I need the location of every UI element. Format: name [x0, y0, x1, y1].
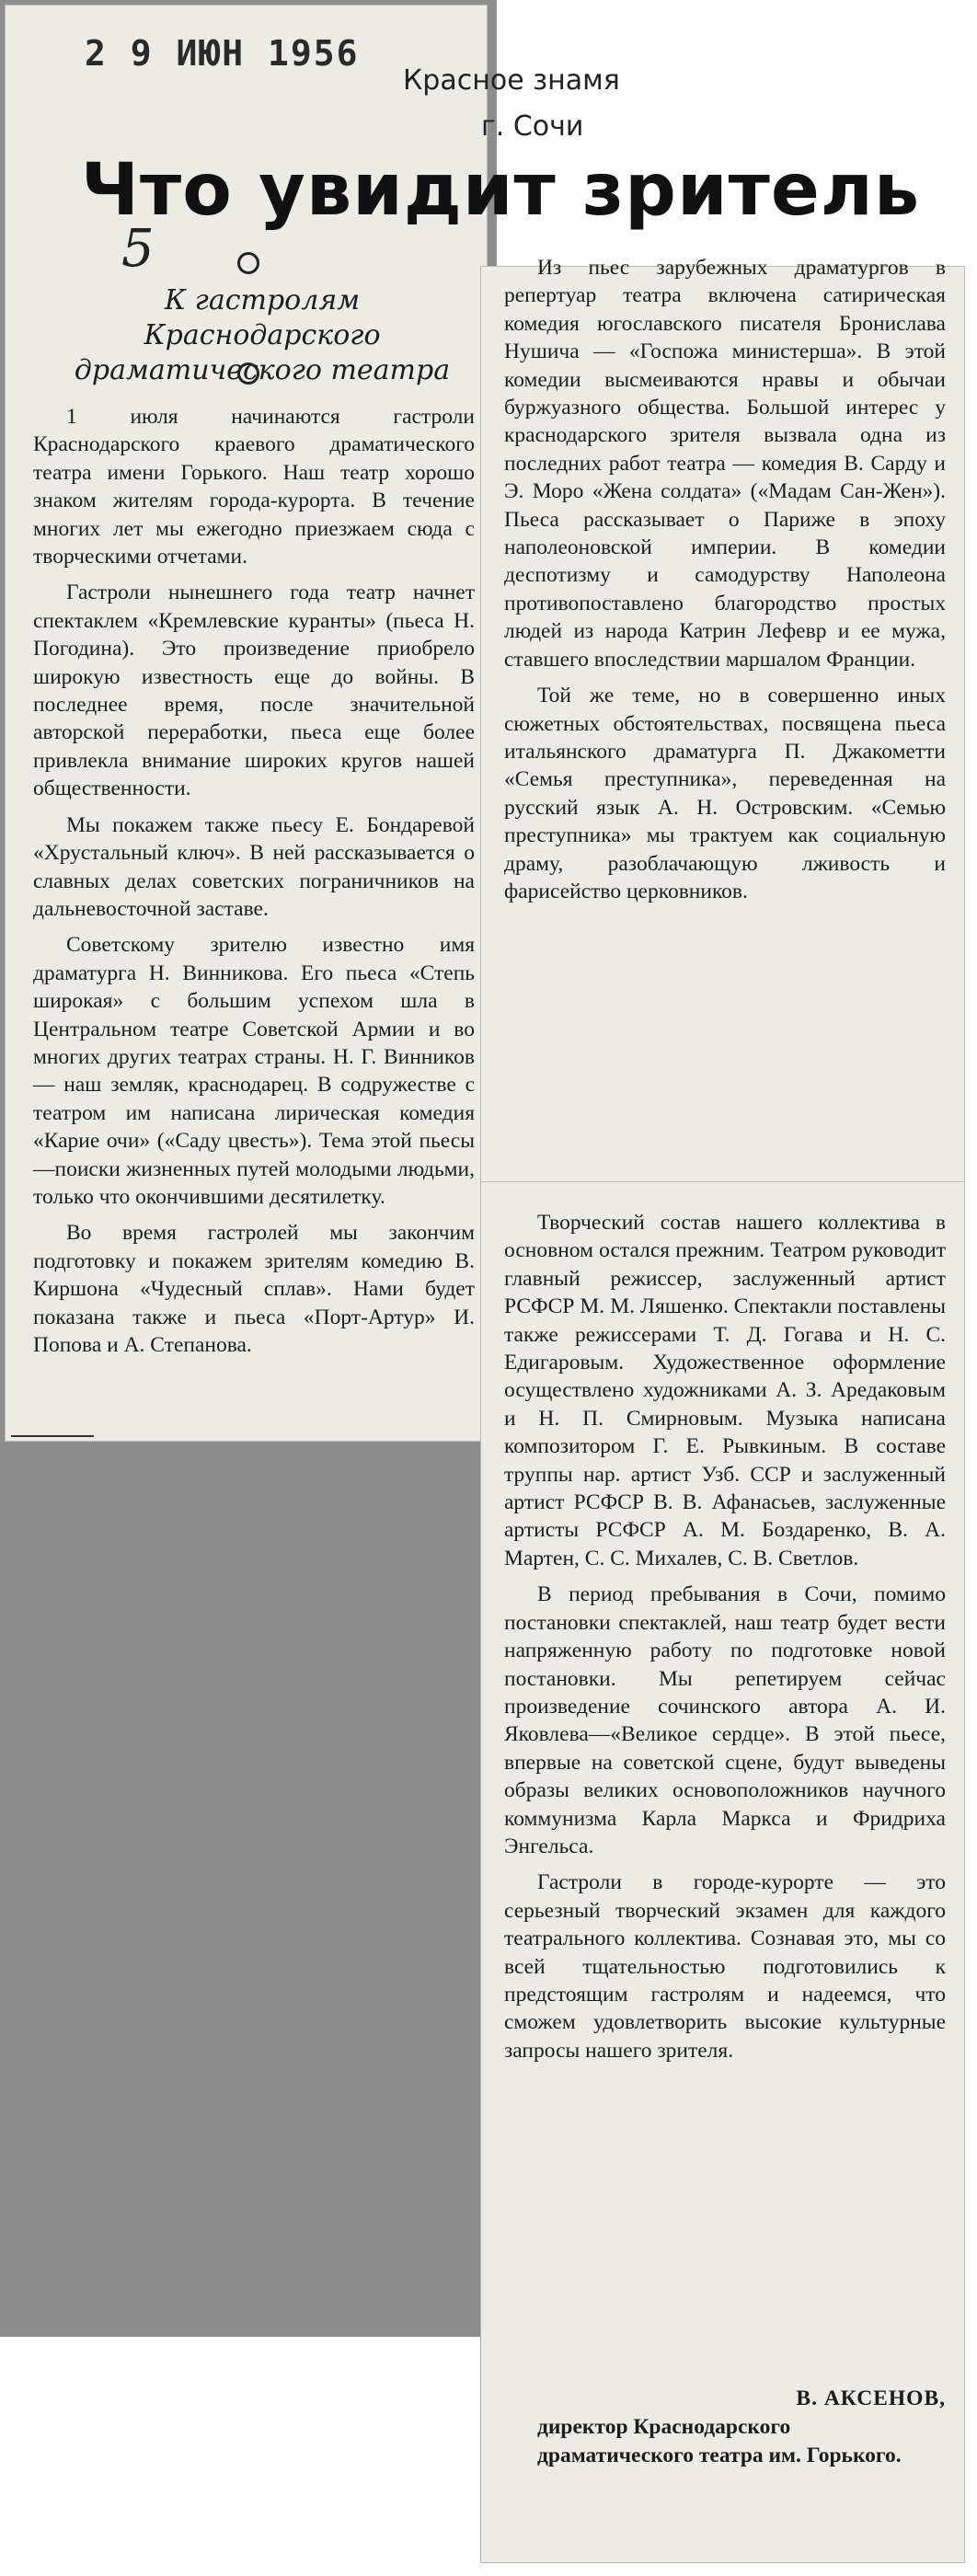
article-signature	[504, 2385, 946, 2470]
newspaper-name: Красное знамя	[403, 64, 620, 97]
paragraph: Творческий состав нашего коллектива в основном остался прежним. Театром руководит главный режиссер, заслуженный артист РСФСР М. М. Ляшенко. Спектакли поставлены также режиссерами Т. Д. Гогава и Н. С. Едигаровым. Художественное оформление осуществлено художниками А. З. Аредаковым и Н. П. Смирновым. Музыка написана композитором Г. Е. Рывкиным. В составе труппы нар. артист Узб. ССР и заслуженный артист РСФСР В. В. Афанасьев, заслуженные артисты РСФСР А. М. Боздаренко, В. А. Мартен, С. С. Михалев, С. В. Светлов.	[504, 1211, 946, 1570]
article-column-left	[33, 403, 475, 1367]
paragraph: Гастроли в городе-курорте — это серьезный творческий экзамен для каждого театрального коллектива. Сознавая это, мы со всей тщательностью подготовились к предстоящим гастролям и надеемся, что сможем удовлетворить высокие культурные запросы нашего зрителя.	[504, 1870, 946, 2063]
article-column-right	[504, 254, 946, 914]
author-name: В. АКСЕНОВ,	[796, 2386, 946, 2410]
article-column-right-lower	[504, 1209, 946, 2073]
paragraph: 1 июля начинаются гастроли Краснодарского краевого драматического театра имени Горького. Наш театр хорошо знаком жителям города-курорта. В течение многих лет мы ежегодно приезжаем сюда с творческими отчетами.	[33, 405, 475, 569]
circle-ornament-top	[237, 252, 259, 274]
newspaper-city: г. Сочи	[481, 110, 584, 143]
paragraph: Из пьес зарубежных драматургов в репертуар театра включена сатирическая комедия югославского писателя Бронислава Нушича — «Госпожа министерша». В этой комедии высмеиваются нравы и обычаи буржуазного общества. Большой интерес у краснодарского зрителя вызвала одна из последних работ театра — комедия В. Сарду и Э. Моро «Жена солдата» («Мадам Сан-Жен»). Пьеса рассказывает о Париже в эпоху наполеоновской империи. В комедии деспотизму и самодурству Наполеона противопоставлено благородство простых людей из народа Катрин Лефевр и ее мужа, ставшего впоследствии маршалом Франции.	[504, 256, 946, 672]
circle-ornament-bottom	[237, 362, 259, 385]
paragraph: В период пребывания в Сочи, помимо постановки спектаклей, наш театр будет вести напряженную работу по подготовке новой постановки. Мы репетируем сейчас произведение сочинского автора А. И. Яковлева—«Великое сердце». В этой пьесе, впервые на советской сцене, будут выведены образы великих основоположников научного коммунизма Карла Маркса и Фридриха Энгельса.	[504, 1582, 946, 1858]
article-headline: Что увидит зритель	[81, 149, 921, 232]
paragraph: Советскому зрителю известно имя драматурга Н. Винникова. Его пьеса «Степь широкая» с большим успехом шла в Центральном театре Советской Армии и во многих других театрах страны. Н. Г. Винников — наш земляк, краснодарец. В содружестве с театром им написана лирическая комедия «Карие очи» («Саду цвесть»). Тема этой пьесы—поиски жизненных путей молодыми людьми, только что окончившими десятилетку.	[33, 933, 475, 1209]
author-title: директор Краснодарского драматического театра им. Горького.	[537, 2415, 902, 2467]
article-subheading: К гастролям Краснодарского драматического театра	[74, 284, 451, 386]
paragraph: Во время гастролей мы закончим подготовку и покажем зрителям комедию В. Киршона «Чудесный сплав». Нами будет показана также и пьеса «Порт-Артур» И. Попова и А. Степанова.	[33, 1221, 475, 1357]
date-stamp: 2 9 ИЮН 1956	[85, 33, 360, 74]
handwritten-number: 5	[121, 219, 155, 279]
column-rule-left	[11, 1435, 94, 1437]
paragraph: Гастроли нынешнего года театр начнет спектаклем «Кремлевские куранты» (пьеса Н. Погодина). Это произведение приобрело широкую известность еще до войны. В последнее время, после значительной авторской переработки, пьеса еще более привлекла внимание широких кругов нашей общественности.	[33, 581, 475, 801]
paragraph: Той же теме, но в совершенно иных сюжетных обстоятельствах, посвящена пьеса итальянского драматурга П. Джакометти «Семья преступника», переведенная на русский язык А. Н. Островским. «Семью преступника» мы трактуем как социальную драму, разоблачающую лживость и фарисейство церковников.	[504, 684, 946, 903]
paragraph: Мы покажем также пьесу Е. Бондаревой «Хрустальный ключ». В ней рассказывается о славных делах советских пограничников на дальневосточной заставе.	[33, 812, 475, 921]
